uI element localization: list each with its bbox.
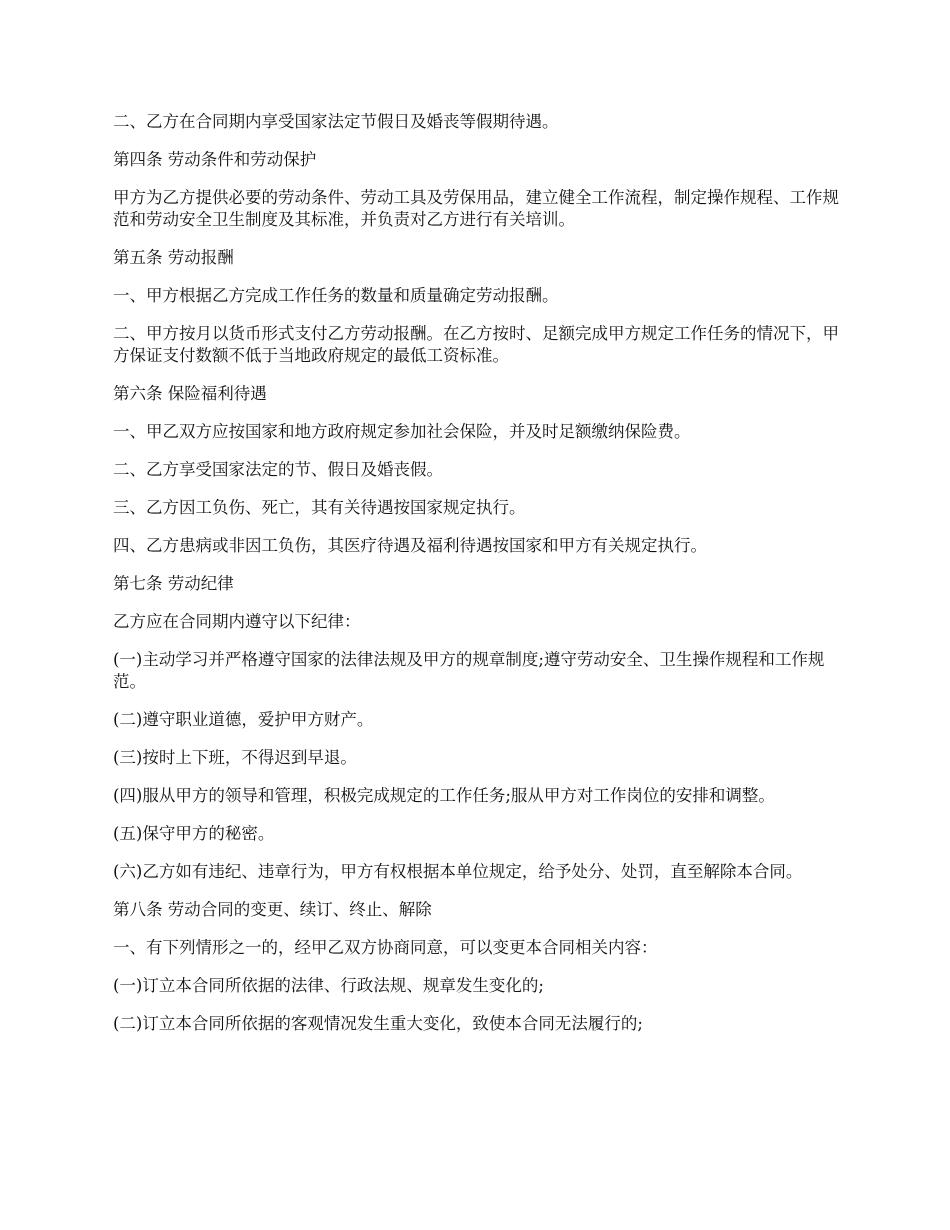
section-heading: 第四条 劳动条件和劳动保护 <box>113 150 317 169</box>
paragraph: (四)服从甲方的领导和管理，积极完成规定的工作任务;服从甲方对工作岗位的安排和调整。 <box>113 786 775 805</box>
paragraph: 四、乙方患病或非因工负伤，其医疗待遇及福利待遇按国家和甲方有关规定执行。 <box>113 536 707 555</box>
paragraph: 甲方为乙方提供必要的劳动条件、劳动工具及劳保用品，建立健全工作流程，制定操作规程、工作规范和劳动安全卫生制度及其标准，并负责对乙方进行有关培训。 <box>113 188 839 229</box>
paragraph: 一、甲乙双方应按国家和地方政府规定参加社会保险，并及时足额缴纳保险费。 <box>113 422 691 441</box>
document-body <box>113 111 853 1051</box>
section-heading: 第六条 保险福利待遇 <box>113 384 267 403</box>
paragraph: 一、甲方根据乙方完成工作任务的数量和质量确定劳动报酬。 <box>113 286 559 305</box>
paragraph: (二)订立本合同所依据的客观情况发生重大变化，致使本合同无法履行的; <box>113 1014 643 1033</box>
section-heading: 第五条 劳动报酬 <box>113 248 234 267</box>
paragraph: 一、有下列情形之一的，经甲乙双方协商同意，可以变更本合同相关内容： <box>113 938 658 957</box>
paragraph: 二、乙方在合同期内享受国家法定节假日及婚丧等假期待遇。 <box>113 112 559 131</box>
paragraph: 二、甲方按月以货币形式支付乙方劳动报酬。在乙方按时、足额完成甲方规定工作任务的情况下，甲方保证支付数额不低于当地政府规定的最低工资标准。 <box>113 324 839 365</box>
paragraph: (一)主动学习并严格遵守国家的法律法规及甲方的规章制度;遵守劳动安全、卫生操作规程和工作规范。 <box>113 650 825 691</box>
paragraph: (一)订立本合同所依据的法律、行政法规、规章发生变化的; <box>113 976 544 995</box>
paragraph: (五)保守甲方的秘密。 <box>113 824 275 843</box>
section-heading: 第八条 劳动合同的变更、续订、终止、解除 <box>113 900 432 919</box>
section-heading: 第七条 劳动纪律 <box>113 574 234 593</box>
paragraph: 二、乙方享受国家法定的节、假日及婚丧假。 <box>113 460 443 479</box>
paragraph: 乙方应在合同期内遵守以下纪律： <box>113 612 361 631</box>
paragraph: 三、乙方因工负伤、死亡，其有关待遇按国家规定执行。 <box>113 498 526 517</box>
paragraph: (三)按时上下班，不得迟到早退。 <box>113 748 357 767</box>
paragraph: (二)遵守职业道德，爱护甲方财产。 <box>113 710 374 729</box>
paragraph: (六)乙方如有违纪、违章行为，甲方有权根据本单位规定，给予处分、处罚，直至解除本合同。 <box>113 862 803 881</box>
